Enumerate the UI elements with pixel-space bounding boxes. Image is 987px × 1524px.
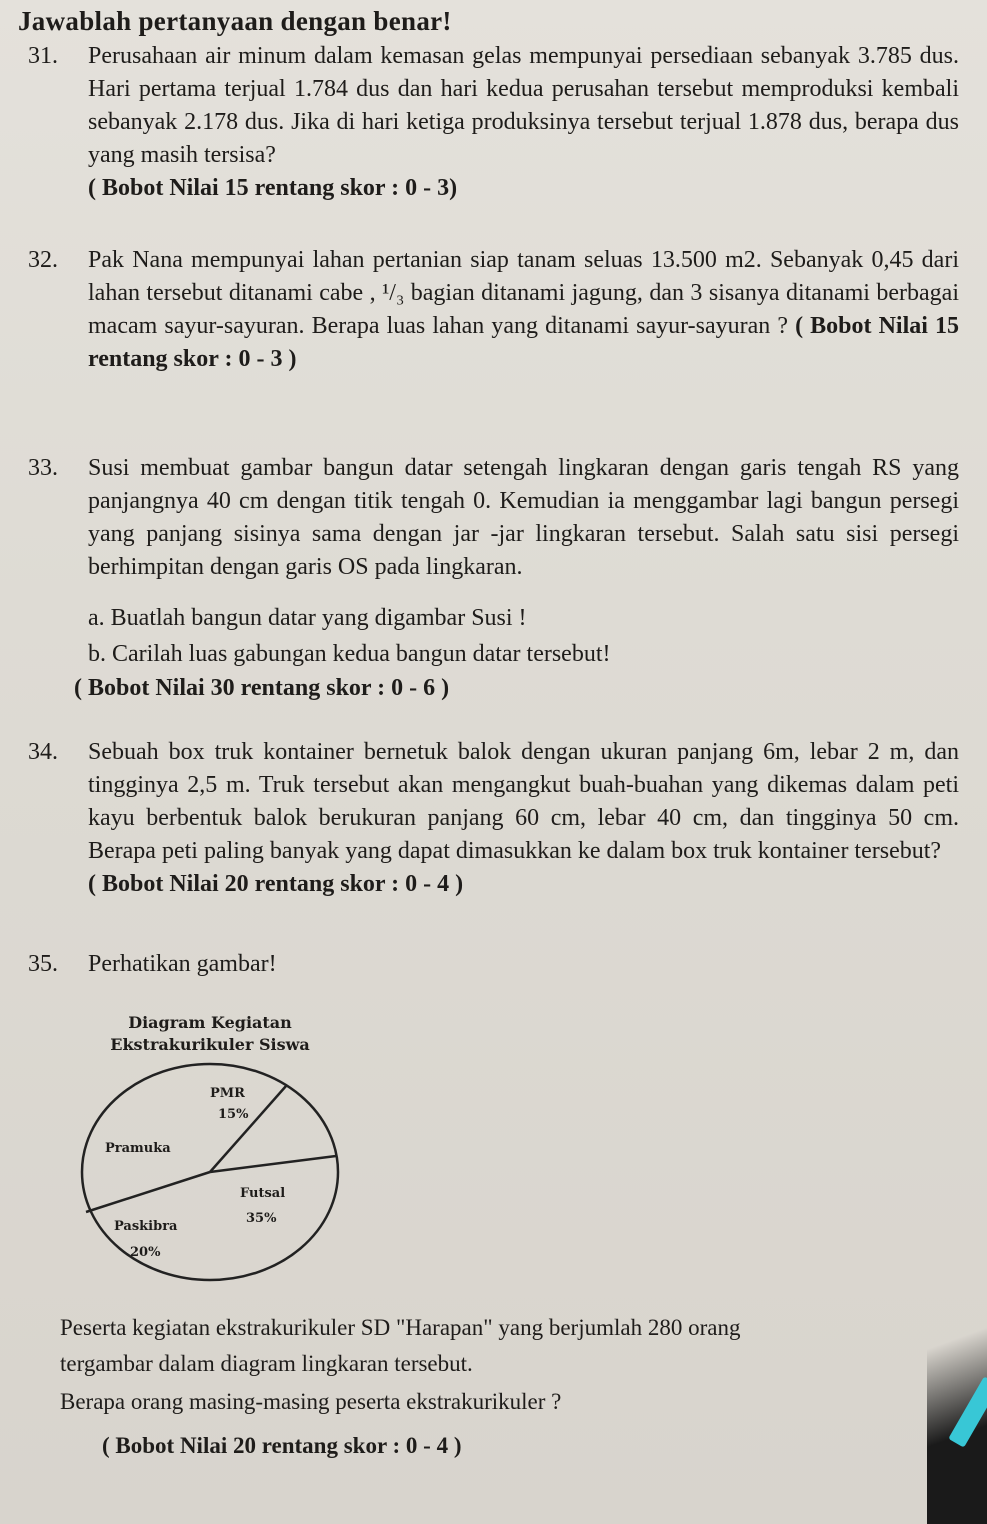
question-text: Sebuah box truk kontainer bernetuk balok dengan ukuran panjang 6m, lebar 2 m, dan tingginya 2,5 m. Truk tersebut akan mengangkut buah-buahan yang dikemas dalam peti kayu berbentuk balok berukuran panjang 60 cm, lebar 40 cm, dan tingginya 50 cm. Berapa peti paling banyak yang dapat dimasukkan ke dalam box truk kontainer tersebut?: [88, 739, 959, 864]
question-text: Perhatikan gambar!: [88, 951, 277, 977]
chart-subtitle: Ekstrakurikuler Siswa: [110, 1035, 310, 1054]
slice-value-pmr: 15%: [218, 1107, 249, 1122]
question-score: ( Bobot Nilai 30 rentang skor : 0 - 6 ): [74, 675, 450, 701]
sub-question-a: a. Buatlah bangun datar yang digambar Susi !: [88, 605, 527, 631]
slice-label-paskibra: Paskibra: [114, 1219, 178, 1234]
q35-context-line-2: tergambar dalam diagram lingkaran tersebut.: [60, 1351, 473, 1376]
question-score: ( Bobot Nilai 20 rentang skor : 0 - 4 ): [102, 1433, 462, 1458]
question-34: [28, 736, 959, 901]
question-number: 35.: [28, 951, 58, 977]
question-text: Pak Nana mempunyai lahan pertanian siap tanam seluas 13.500 m2. Sebanyak 0,45 dari lahan tersebut ditanami cabe , ¹/₃ bagian ditanami jagung, dan 3 sisanya ditanami berbagai macam sayur-sayuran. Berapa luas lahan yang ditanami sayur-sayuran ? ( Bobot Nilai 15 rentang skor : 0 - 3 ): [88, 247, 959, 372]
question-text: Susi membuat gambar bangun datar setengah lingkaran dengan garis tengah RS yang panjangnya 40 cm dengan titik tengah 0. Kemudian ia menggambar lagi bangun persegi yang panjang sisinya sama dengan jar -jar lingkaran tersebut. Salah satu sisi persegi berhimpitan dengan garis OS pada lingkaran.: [88, 455, 959, 580]
sub-question-b: b. Carilah luas gabungan kedua bangun datar tersebut!: [88, 641, 611, 667]
question-score: ( Bobot Nilai 20 rentang skor : 0 - 4 ): [88, 871, 464, 897]
slice-label-pramuka: Pramuka: [105, 1141, 171, 1156]
question-31: [28, 40, 959, 205]
slice-value-paskibra: 20%: [130, 1245, 161, 1260]
question-35: [28, 948, 959, 981]
question-text: Perusahaan air minum dalam kemasan gelas mempunyai persediaan sebanyak 3.785 dus. Hari pertama terjual 1.784 dus dan hari kedua perusahan tersebut memproduksi kembali sebanyak 2.178 dus. Jika di hari ketiga produksinya tersebut terjual 1.878 dus, berapa dus yang masih tersisa?: [88, 43, 959, 168]
slice-value-futsal: 35%: [246, 1211, 277, 1226]
pie-svg: [60, 1052, 360, 1292]
question-33: [28, 452, 959, 705]
question-32: [28, 244, 959, 376]
question-number: 31.: [28, 43, 58, 69]
instruction-header: Jawablah pertanyaan dengan benar!: [18, 6, 452, 36]
question-number: 34.: [28, 739, 58, 765]
slice-label-futsal: Futsal: [240, 1186, 286, 1201]
q35-question: Berapa orang masing-masing peserta ekstrakurikuler ?: [60, 1389, 562, 1414]
slice-divider-futsal: [210, 1156, 336, 1172]
pie-chart: [60, 1012, 360, 1292]
q35-context-line-1: Peserta kegiatan ekstrakurikuler SD "Harapan" yang berjumlah 280 orang: [60, 1315, 741, 1340]
question-score: ( Bobot Nilai 15 rentang skor : 0 - 3 ): [88, 313, 959, 372]
slice-label-pmr: PMR: [210, 1086, 245, 1101]
question-number: 32.: [28, 247, 58, 273]
question-number: 33.: [28, 455, 58, 481]
chart-title: Diagram Kegiatan: [128, 1013, 292, 1032]
slice-divider-paskibra: [86, 1172, 210, 1212]
question-score: ( Bobot Nilai 15 rentang skor : 0 - 3): [88, 175, 458, 201]
